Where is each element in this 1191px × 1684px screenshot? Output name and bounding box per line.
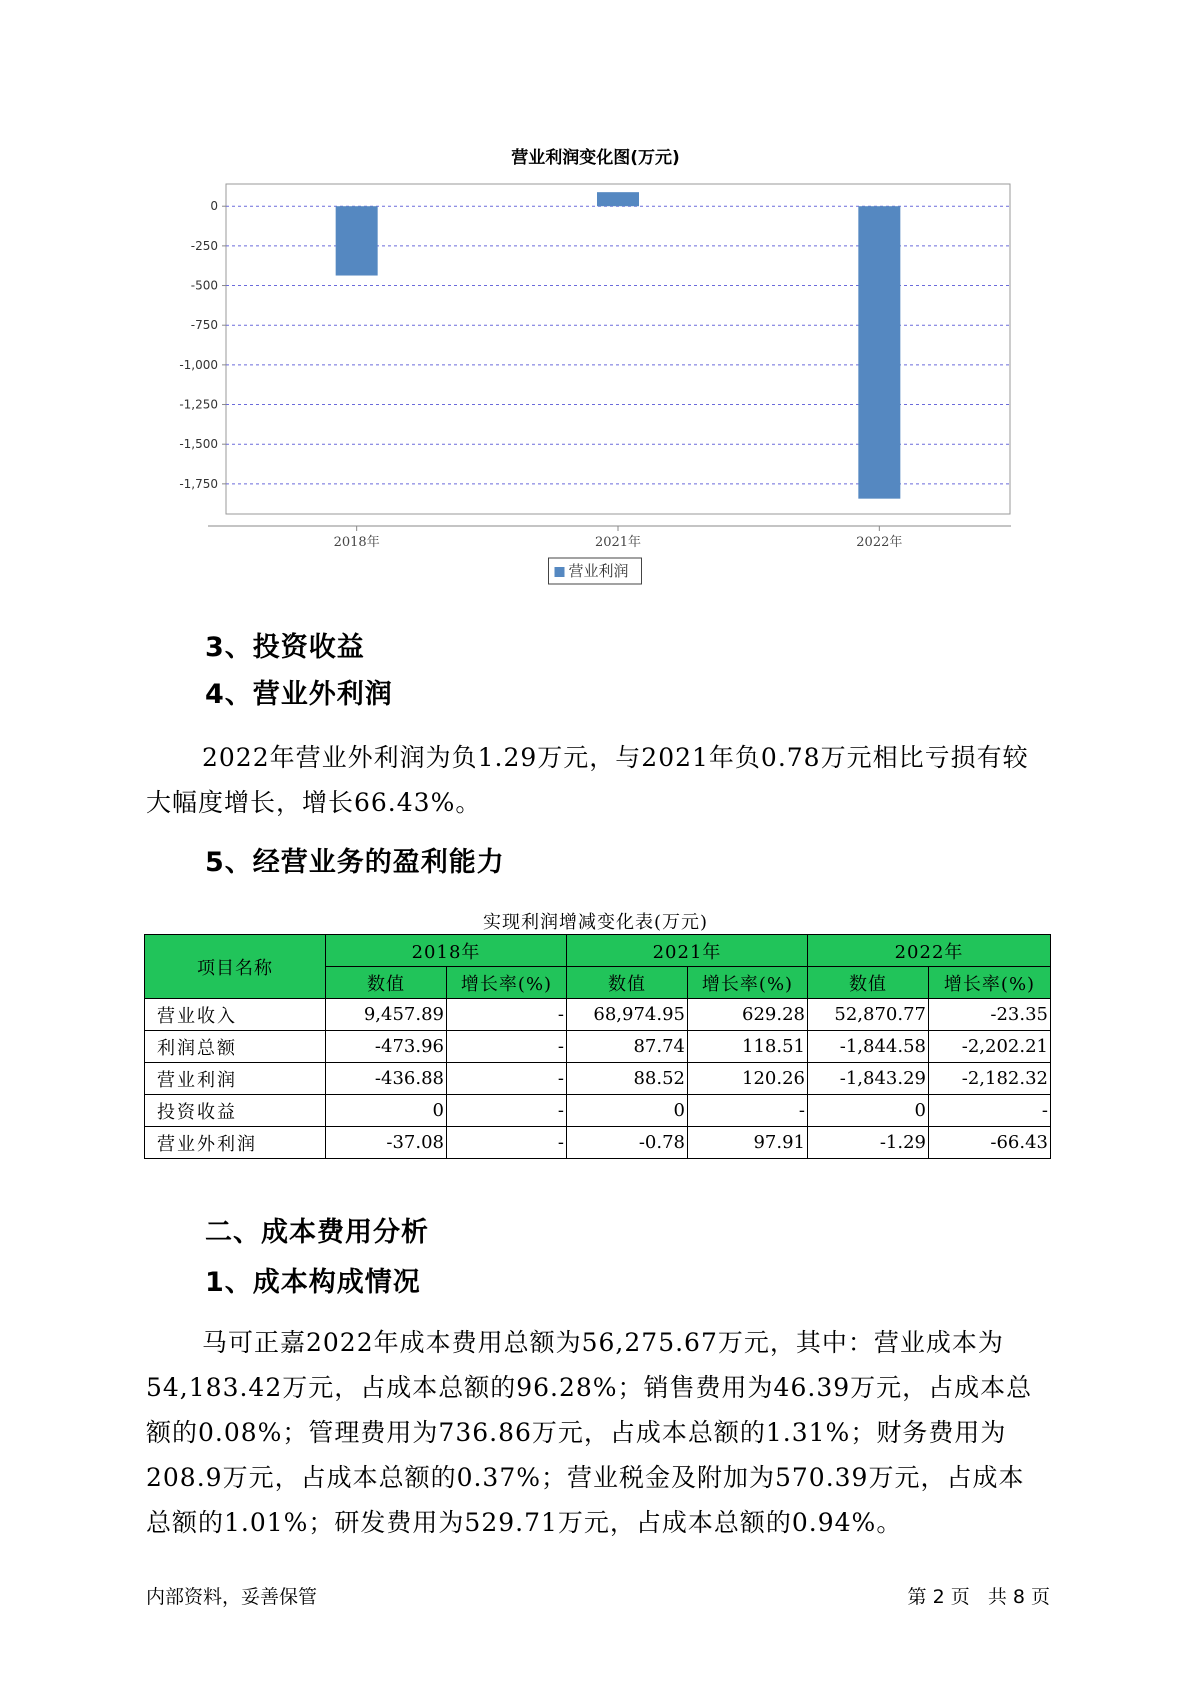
header-year: 2021年: [567, 935, 808, 967]
row-name: 营业利润: [145, 1063, 326, 1095]
x-tick-label: 2018年: [333, 535, 380, 550]
cell: -: [447, 1127, 567, 1159]
cell: -: [447, 1031, 567, 1063]
cell: -1,843.29: [808, 1063, 929, 1095]
y-tick-label: -1,750: [179, 476, 218, 491]
table-row: [145, 1031, 1051, 1063]
cell: -66.43: [929, 1127, 1051, 1159]
cell: -1.29: [808, 1127, 929, 1159]
header-value: 数值: [567, 967, 688, 999]
table-row: [145, 999, 1051, 1031]
operating-profit-bar-chart: [0, 0, 1191, 600]
y-tick-label: -500: [190, 278, 218, 293]
paragraph-non-operating-profit: 2022年营业外利润为负1.29万元，与2021年负0.78万元相比亏损有较大幅度增长，增长66.43%。: [146, 743, 1029, 817]
bar-2021年: [597, 192, 639, 206]
heading-cost-analysis: 二、成本费用分析: [205, 1217, 429, 1248]
cell: -0.78: [567, 1127, 688, 1159]
x-tick-label: 2021年: [594, 535, 642, 550]
header-growth-rate: 增长率(%): [447, 967, 567, 999]
cell: -: [447, 1063, 567, 1095]
cell: 68,974.95: [567, 999, 688, 1031]
y-tick-label: -1,000: [179, 357, 218, 372]
y-tick-label: -250: [190, 238, 218, 253]
cell: -37.08: [326, 1127, 447, 1159]
cell: -436.88: [326, 1063, 447, 1095]
table-row: [145, 1127, 1051, 1159]
heading-business-profitability: 5、经营业务的盈利能力: [205, 847, 505, 878]
header-value: 数值: [326, 967, 447, 999]
row-name: 利润总额: [145, 1031, 326, 1063]
cell: -2,182.32: [929, 1063, 1051, 1095]
row-name: 营业外利润: [145, 1127, 326, 1159]
paragraph-cost-composition: 马可正嘉2022年成本费用总额为56,275.67万元，其中：营业成本为54,183.42万元，占成本总额的96.28%；销售费用为46.39万元，占成本总额的0.08%；管理费用为736.86万元，占成本总额的1.31%；财务费用为208.9万元，占成本总额的0.37%；营业税金及附加为570.39万元，占成本总额的1.01%；研发费用为529.71万元，占成本总额的0.94%。: [146, 1328, 1033, 1537]
row-name: 营业收入: [145, 999, 326, 1031]
cell: -: [447, 1095, 567, 1127]
bar-2018年: [336, 206, 378, 275]
row-name: 投资收益: [145, 1095, 326, 1127]
cell: -: [447, 999, 567, 1031]
cell: 0: [808, 1095, 929, 1127]
heading-investment-income: 3、投资收益: [205, 632, 365, 663]
x-tick-label: 2022年: [856, 535, 903, 550]
y-tick-label: -1,250: [179, 397, 218, 412]
cell: -: [929, 1095, 1051, 1127]
table-row: [145, 1095, 1051, 1127]
cell: -2,202.21: [929, 1031, 1051, 1063]
footer-confidential-note: 内部资料，妥善保管: [146, 1586, 318, 1608]
table-caption: 实现利润增减变化表(万元): [482, 912, 709, 933]
chart-title: 营业利润变化图(万元): [511, 148, 680, 168]
header-item-name: 项目名称: [145, 935, 326, 999]
cell: 0: [567, 1095, 688, 1127]
cell: 9,457.89: [326, 999, 447, 1031]
bar-2022年: [858, 206, 900, 498]
cell: 118.51: [688, 1031, 808, 1063]
heading-cost-composition: 1、成本构成情况: [205, 1267, 421, 1298]
cell: 52,870.77: [808, 999, 929, 1031]
header-growth-rate: 增长率(%): [929, 967, 1051, 999]
y-tick-label: -750: [190, 318, 218, 333]
cell: -1,844.58: [808, 1031, 929, 1063]
heading-non-operating-profit: 4、营业外利润: [205, 679, 393, 710]
header-value: 数值: [808, 967, 929, 999]
profit-change-table: [144, 934, 1051, 1159]
footer-page-number: 第 2 页 共 8 页: [907, 1586, 1050, 1608]
cell: -23.35: [929, 999, 1051, 1031]
header-year: 2018年: [326, 935, 567, 967]
cell: 97.91: [688, 1127, 808, 1159]
y-tick-label: -1,500: [179, 437, 218, 452]
cell: -: [688, 1095, 808, 1127]
cell: 0: [326, 1095, 447, 1127]
cell: 88.52: [567, 1063, 688, 1095]
cell: 87.74: [567, 1031, 688, 1063]
cell: -473.96: [326, 1031, 447, 1063]
legend-swatch: [555, 567, 565, 577]
legend-label: 营业利润: [568, 562, 629, 580]
cell: 120.26: [688, 1063, 808, 1095]
header-growth-rate: 增长率(%): [688, 967, 808, 999]
header-year: 2022年: [808, 935, 1051, 967]
cell: 629.28: [688, 999, 808, 1031]
table-row: [145, 1063, 1051, 1095]
y-tick-label: 0: [210, 199, 218, 214]
